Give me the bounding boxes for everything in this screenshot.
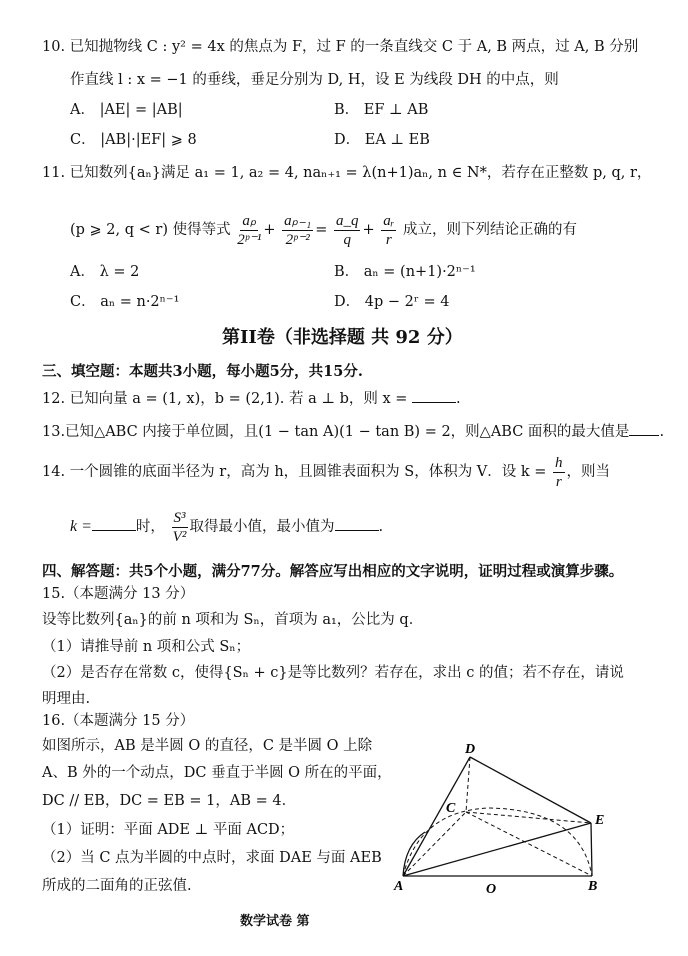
q16-line3: DC // EB，DC = EB = 1，AB = 4．: [42, 793, 297, 809]
denominator: 2ᵖ⁻²: [285, 231, 310, 248]
q14-text: 14. 一个圆锥的底面半径为 r，高为 h，且圆锥表面积为 S，体积为 V．设 k =: [42, 464, 547, 480]
q11-option-d: D． 4p − 2ʳ = 4: [334, 294, 450, 310]
denominator: r: [385, 231, 392, 248]
q13-text: 13.已知△ABC 内接于单位圆，且(1 − tan A)(1 − tan B) = 2，则△ABC 面积的最大值是: [42, 424, 630, 440]
numerator: aᵣ: [383, 212, 395, 229]
q11-option-b: B． aₙ = (n+1)·2ⁿ⁻¹: [334, 264, 476, 280]
label-b: B: [588, 879, 598, 894]
q11-line1: 11. 已知数列{aₙ}满足 a₁ = 1, a₂ = 4, naₙ₊₁ = λ(n+1)aₙ, n ∈ N*，若存在正整数 p, q, r，: [42, 165, 652, 181]
q11-option-a: A． λ = 2: [70, 264, 140, 280]
denominator: 2ᵖ⁻¹: [237, 231, 262, 248]
q10-option-b: B． EF ⊥ AB: [334, 102, 429, 118]
q11-conclusion: 成立，则下列结论正确的有: [403, 222, 578, 238]
segment-de: [470, 757, 591, 823]
q12: [42, 388, 461, 409]
q16-line1: 如图所示，AB 是半圆 O 的直径，C 是半圆 O 上除: [42, 738, 373, 754]
period: .: [659, 424, 665, 440]
label-c: C: [446, 801, 456, 816]
fraction: [237, 212, 261, 249]
answer-blank: [92, 516, 136, 531]
label-a: A: [394, 879, 404, 894]
page-footer: 数学试卷 第: [240, 914, 310, 929]
q15-header: 15.（本题满分 13 分）: [42, 586, 195, 602]
segment-ce: [466, 812, 591, 823]
k-label: k =: [70, 518, 92, 535]
answer-blank: [335, 516, 379, 531]
numerator: a_q: [335, 212, 359, 229]
section-title: 第II卷（非选择题 共 92 分）: [222, 327, 463, 348]
numerator: aₚ: [242, 212, 257, 229]
q16-geometry-figure: [380, 740, 620, 900]
q10-line2: 作直线 l : x = −1 的垂线，垂足分别为 D, H，设 E 为线段 DH 的中点，则: [70, 72, 559, 88]
segment-be: [591, 823, 592, 876]
segment-ad: [403, 757, 470, 876]
fraction: [334, 212, 361, 249]
q16-part2: （2）当 C 点为半圆的中点时，求面 DAE 与面 AEB: [42, 850, 382, 866]
period: .: [378, 519, 384, 535]
q10-option-d: D． EA ⊥ EB: [334, 132, 430, 148]
q10-option-c: C． |AB|·|EF| ⩾ 8: [70, 132, 197, 148]
q16-line2: A、B 外的一个动点，DC 垂直于半圆 O 所在的平面，: [42, 765, 392, 781]
q16-part1: （1）证明：平面 ADE ⊥ 平面 ACD；: [42, 822, 295, 838]
q10-line1: 10. 已知抛物线 C : y² = 4x 的焦点为 F，过 F 的一条直线交 C 于 A, B 两点，过 A, B 分别: [42, 39, 639, 55]
answer-blank: [629, 421, 659, 436]
label-e: E: [595, 813, 605, 828]
q14-line2: [70, 507, 383, 547]
q10-option-a: A． |AE| = |AB|: [70, 102, 183, 118]
q12-text: 12. 已知向量 a = (1, x)，b = (2,1). 若 a ⊥ b，则 x =: [42, 391, 408, 407]
q14-line1: [42, 452, 610, 492]
fraction: [282, 212, 313, 249]
numerator: S³: [173, 509, 186, 526]
denominator: V²: [172, 528, 187, 545]
fraction: [381, 212, 396, 249]
q15-part2-cont: 明理由.: [42, 691, 91, 707]
q11-condition: (p ⩾ 2, q < r) 使得等式: [70, 222, 231, 238]
q13: [42, 421, 664, 442]
numerator: aₚ₋₁: [284, 212, 312, 229]
q14-text-tail: ，则当: [566, 464, 611, 480]
label-o: O: [486, 882, 497, 897]
period: .: [456, 391, 461, 407]
q15-stem: 设等比数列{aₙ}的前 n 项和为 Sₙ，首项为 a₁，公比为 q．: [42, 612, 424, 628]
label-d: D: [465, 742, 476, 757]
answer-blank: [412, 388, 456, 403]
denominator: q: [343, 231, 351, 248]
fraction: [553, 454, 565, 491]
q14-min-text: 取得最小值，最小值为: [189, 519, 335, 535]
part3-heading: 三、填空题：本题共3小题，每小题5分，共15分.: [42, 363, 363, 380]
segment-ae: [403, 823, 591, 876]
numerator: h: [555, 454, 563, 471]
q14-when: 时，: [135, 519, 165, 535]
denominator: r: [555, 473, 562, 490]
semicircle-arc: [403, 808, 592, 876]
segment-dc: [466, 757, 470, 812]
q11-line2: (p ⩾ 2, q < r) 使得等式 $\frac{\text{aₚ}}{\text{2ᵖ⁻¹}}$ + $\frac{\text{aₚ₋₁}}{\text{2ᵖ⁻²}}$ = $\frac{a\_q}{q}$ + $\frac{\text{aᵣ}}{r}$ 成立，则下列结论正确的有: [70, 212, 578, 248]
part4-heading: 四、解答题：共5个小题，满分77分。解答应写出相应的文字说明，证明过程或演算步骤。: [42, 563, 624, 580]
q11-option-c: C． aₙ = n·2ⁿ⁻¹: [70, 294, 180, 310]
q15-part2: （2）是否存在常数 c，使得{Sₙ + c}是等比数列？若存在，求出 c 的值；若不存在，请说: [42, 665, 624, 681]
q15-part1: （1）请推导前 n 项和公式 Sₙ；: [42, 639, 251, 655]
fraction: [172, 509, 188, 546]
q16-header: 16.（本题满分 15 分）: [42, 713, 195, 729]
q16-part2-cont: 所成的二面角的正弦值.: [42, 878, 192, 894]
